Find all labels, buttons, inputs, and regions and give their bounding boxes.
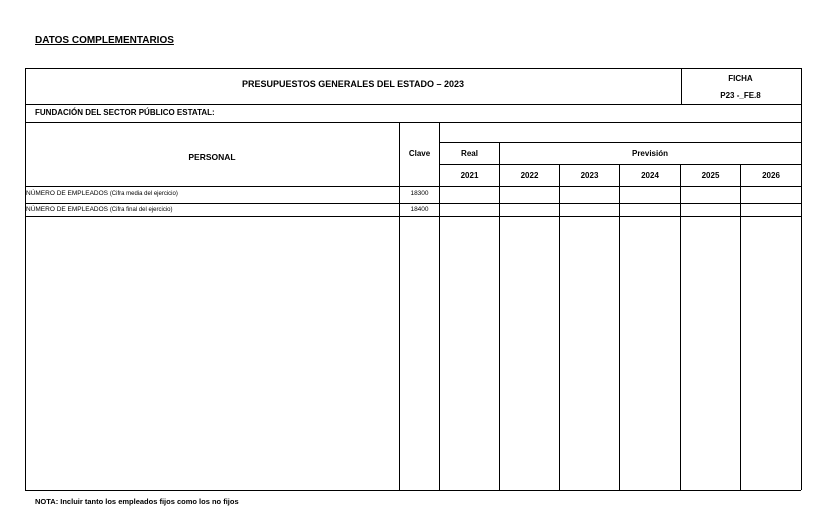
row-label-main: NÚMERO DE EMPLEADOS [26,190,108,197]
year-header: 2025 [701,171,720,180]
row-label-main: NÚMERO DE EMPLEADOS [26,206,108,213]
personal-header: PERSONAL [188,152,236,162]
row-clave: 18400 [410,206,429,213]
row-label-detail: (Cifra final del ejercicio) [109,207,173,213]
year-header: 2026 [762,171,780,180]
footnote: NOTA: Incluir tanto los empleados fijos como los no fijos [35,497,239,506]
year-header: 2021 [460,171,479,180]
year-header: 2022 [520,171,539,180]
row-label-detail: (Cifra media del ejercicio) [109,191,178,197]
organization-label: FUNDACIÓN DEL SECTOR PÚBLICO ESTATAL: [35,108,215,117]
clave-header: Clave [408,149,431,158]
table-row-label [26,206,173,213]
real-header: Real [461,149,478,158]
prevision-header: Previsión [631,149,668,158]
budget-title: PRESUPUESTOS GENERALES DEL ESTADO – 2023 [241,79,465,89]
ficha-code: P23 -_FE.8 [720,91,761,100]
year-header: 2023 [580,171,599,180]
ficha-label: FICHA [728,74,753,83]
table-row-label [26,190,178,197]
year-header: 2024 [641,171,659,180]
row-clave: 18300 [410,190,429,197]
section-title: DATOS COMPLEMENTARIOS [35,35,174,46]
